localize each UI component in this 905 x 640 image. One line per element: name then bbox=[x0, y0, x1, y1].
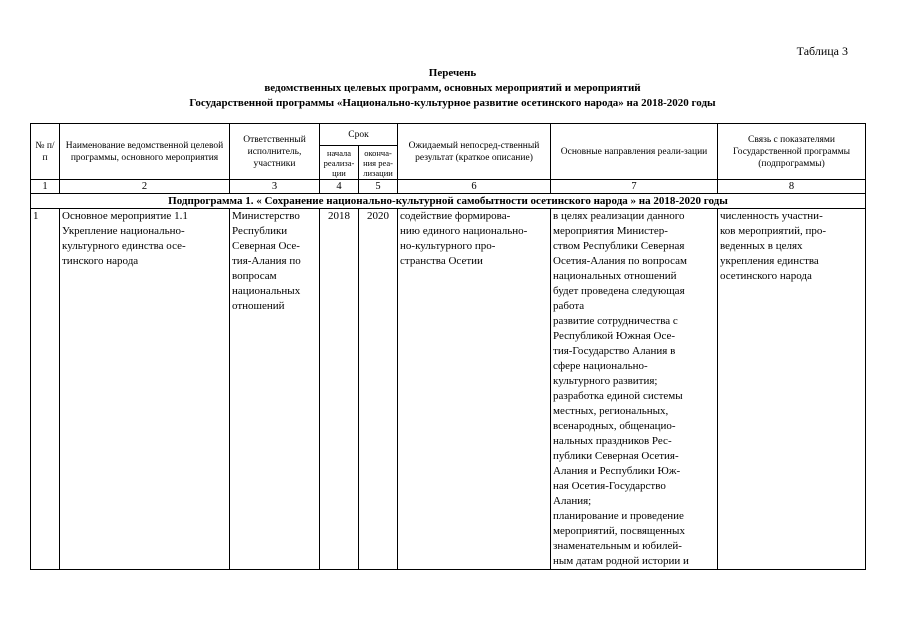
row-directions-line: разработка единой системы bbox=[553, 390, 683, 402]
row-directions-line: всенародных, общенацио- bbox=[553, 420, 676, 432]
row-responsible-line: национальных bbox=[232, 285, 301, 297]
row-result bbox=[398, 209, 551, 570]
row-directions-line: развитие сотрудничества с bbox=[553, 315, 678, 327]
column-number-3: 3 bbox=[230, 180, 320, 194]
row-directions-line: ным датам родной истории и bbox=[553, 555, 689, 567]
row-directions-line: знаменательным и юбилей- bbox=[553, 540, 682, 552]
row-directions-line: Осетия-Алания по вопросам bbox=[553, 255, 687, 267]
column-number-1: 1 bbox=[31, 180, 60, 194]
column-number-4: 4 bbox=[320, 180, 359, 194]
header-directions: Основные направления реали-зации bbox=[551, 124, 718, 180]
row-directions-line: Республикой Южная Осе- bbox=[553, 330, 676, 342]
row-directions-line: публики Северная Осетия- bbox=[553, 450, 679, 462]
row-name-line: Основное мероприятие 1.1 bbox=[62, 210, 188, 222]
row-responsible-line: Республики bbox=[232, 225, 288, 237]
row-responsible-line: вопросам bbox=[232, 270, 277, 282]
row-directions-line: Алания; bbox=[553, 495, 592, 507]
row-name-line: культурного единства осе- bbox=[62, 240, 186, 252]
row-directions-line: планирование и проведение bbox=[553, 510, 684, 522]
column-number-5: 5 bbox=[359, 180, 398, 194]
row-link-line: численность участни- bbox=[720, 210, 823, 222]
row-responsible-line: Министерство bbox=[232, 210, 300, 222]
column-number-8: 8 bbox=[718, 180, 866, 194]
row-end-year: 2020 bbox=[359, 209, 398, 570]
row-num: 1 bbox=[31, 209, 60, 570]
row-link-line: осетинского народа bbox=[720, 270, 812, 282]
row-link-line: веденных в целях bbox=[720, 240, 803, 252]
row-directions-line: работа bbox=[553, 300, 585, 312]
row-directions-line: сфере национально- bbox=[553, 360, 648, 372]
row-name-line: тинского народа bbox=[62, 255, 139, 267]
row-responsible-line: отношений bbox=[232, 300, 285, 312]
header-term-end: оконча-ния реа-лизации bbox=[359, 146, 398, 180]
document-heading bbox=[0, 66, 905, 111]
row-directions-line: тия-Государство Алания в bbox=[553, 345, 676, 357]
header-name: Наименование ведомственной целевой программы, основного мероприятия bbox=[60, 124, 230, 180]
header-term: Срок bbox=[320, 124, 398, 146]
row-directions-line: ная Осетия-Государство bbox=[553, 480, 666, 492]
row-name bbox=[60, 209, 230, 570]
row-directions-line: местных, региональных, bbox=[553, 405, 669, 417]
row-directions-line: нальных праздников Рес- bbox=[553, 435, 672, 447]
row-directions-line: мероприятия Министер- bbox=[553, 225, 668, 237]
row-link-line: укрепления единства bbox=[720, 255, 819, 267]
row-start-year: 2018 bbox=[320, 209, 359, 570]
column-numbers-row bbox=[31, 180, 866, 194]
row-result-line: содействие формирова- bbox=[400, 210, 511, 222]
table-number-label: Таблица 3 bbox=[796, 44, 848, 58]
header-term-start: начала реализа-ции bbox=[320, 146, 359, 180]
heading-line-2: ведомственных целевых программ, основных мероприятий и мероприятий bbox=[264, 82, 641, 94]
row-directions-line: мероприятий, посвященных bbox=[553, 525, 685, 537]
row-result-line: странства Осетии bbox=[400, 255, 483, 267]
row-result-line: но-культурного про- bbox=[400, 240, 496, 252]
row-directions bbox=[551, 209, 718, 570]
row-directions-line: культурного развития; bbox=[553, 375, 658, 387]
row-directions-line: национальных отношений bbox=[553, 270, 677, 282]
header-result: Ожидаемый непосред-ственный результат (краткое описание) bbox=[398, 124, 551, 180]
column-number-6: 6 bbox=[398, 180, 551, 194]
heading-line-3: Государственной программы «Национально-культурное развитие осетинского народа» на 2018-2020 годы bbox=[189, 97, 716, 109]
row-directions-line: ством Республики Северная bbox=[553, 240, 685, 252]
header-num: № п/п bbox=[31, 124, 60, 180]
row-directions-line: Алания и Республики Юж- bbox=[553, 465, 681, 477]
header-responsible: Ответственный исполнитель, участники bbox=[230, 124, 320, 180]
subprogram-title: Подпрограмма 1. « Сохранение национально-культурной самобытности осетинского народа » на 2018-2020 годы bbox=[31, 194, 866, 209]
table-row bbox=[31, 209, 866, 570]
row-result-line: нию единого национально- bbox=[400, 225, 528, 237]
row-link-line: ков мероприятий, про- bbox=[720, 225, 827, 237]
row-responsible-line: Северная Осе- bbox=[232, 240, 300, 252]
program-table bbox=[30, 123, 866, 570]
row-directions-line: будет проведена следующая bbox=[553, 285, 685, 297]
column-number-2: 2 bbox=[60, 180, 230, 194]
heading-line-1: Перечень bbox=[428, 67, 477, 79]
column-number-7: 7 bbox=[551, 180, 718, 194]
row-directions-line: в целях реализации данного bbox=[553, 210, 685, 222]
row-responsible bbox=[230, 209, 320, 570]
row-link bbox=[718, 209, 866, 570]
header-link: Связь с показателями Государственной программы (подпрограммы) bbox=[718, 124, 866, 180]
row-responsible-line: тия-Алания по bbox=[232, 255, 301, 267]
row-name-line: Укрепление национально- bbox=[62, 225, 185, 237]
